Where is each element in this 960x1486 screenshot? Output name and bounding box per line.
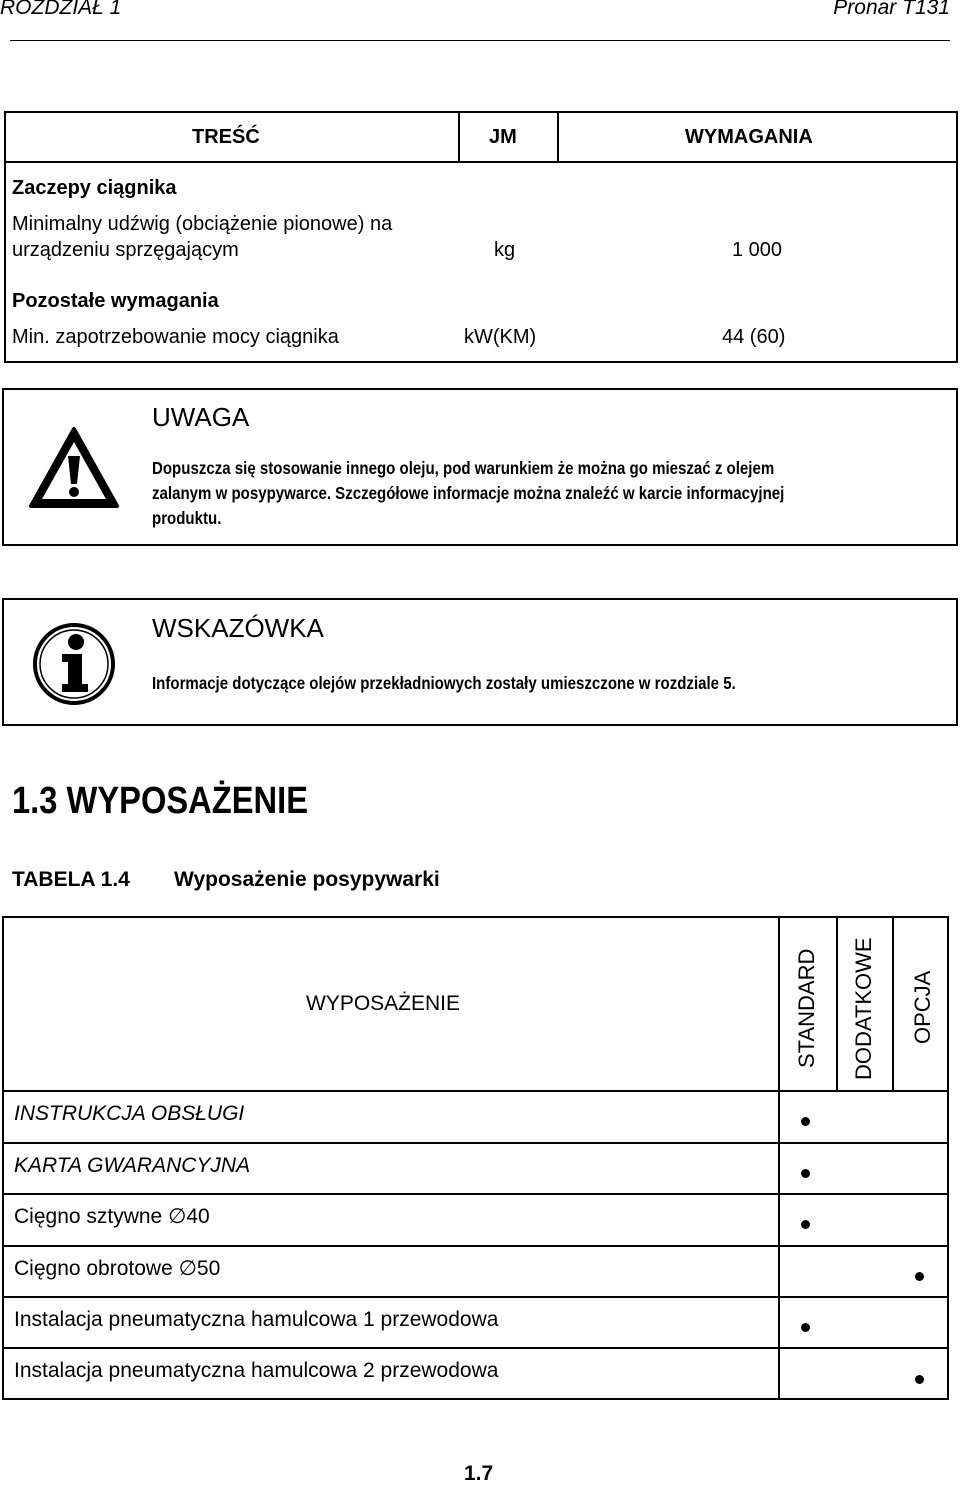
section-title: 1.3 WYPOSAŻENIE	[12, 780, 309, 822]
row-divider	[4, 1245, 947, 1247]
load-label-line1: Minimalny udźwig (obciążenie pionowe) na	[12, 213, 393, 235]
table-row-label: Instalacja pneumatyczna hamulcowa 2 przewodowa	[14, 1359, 499, 1382]
row-mark-dot	[801, 1220, 810, 1229]
warning-line: produktu.	[152, 508, 222, 528]
hitch-heading: Zaczepy ciągnika	[12, 177, 177, 199]
row-divider	[4, 1193, 947, 1195]
info-icon	[32, 622, 116, 706]
row-divider	[4, 1142, 947, 1144]
column-divider	[557, 113, 559, 161]
other-heading: Pozostałe wymagania	[12, 290, 219, 312]
chapter-label: ROZDZIAŁ 1	[0, 0, 122, 19]
column-header-content: TREŚĆ	[192, 126, 260, 148]
row-mark-dot	[915, 1375, 924, 1384]
requirements-table	[4, 111, 958, 363]
hint-title: WSKAZÓWKA	[152, 613, 324, 643]
column-header-additional: DODATKOWE	[851, 937, 876, 1080]
table-row-label: KARTA GWARANCYJNA	[14, 1154, 251, 1177]
row-divider	[4, 1090, 947, 1092]
hint-text: Informacje dotyczące olejów przekładniowych zostały umieszczone w rozdziale 5.	[152, 673, 736, 693]
column-divider	[892, 918, 894, 1090]
table-row-label: INSTRUKCJA OBSŁUGI	[14, 1102, 245, 1125]
column-header-unit: JM	[489, 126, 517, 148]
table-row-label: Cięgno sztywne ∅40	[14, 1205, 210, 1228]
column-divider	[458, 113, 460, 161]
row-mark-dot	[915, 1272, 924, 1281]
power-unit: kW(KM)	[464, 326, 537, 348]
row-mark-dot	[801, 1169, 810, 1178]
row-mark-dot	[801, 1323, 810, 1332]
column-divider	[778, 918, 780, 1398]
table-label: TABELA 1.4	[12, 868, 130, 891]
load-label-line2: urządzeniu sprzęgającym	[12, 239, 239, 261]
page-number: 1.7	[464, 1462, 494, 1485]
table-row-label: Cięgno obrotowe ∅50	[14, 1257, 221, 1280]
product-name: Pronar T131	[833, 0, 950, 19]
warning-title: UWAGA	[152, 402, 250, 432]
column-header-standard: STANDARD	[794, 948, 819, 1068]
load-value: 1 000	[732, 239, 783, 261]
power-label: Min. zapotrzebowanie mocy ciągnika	[12, 326, 339, 348]
warning-triangle-icon	[28, 426, 120, 510]
equipment-table	[2, 916, 949, 1400]
row-divider	[4, 1296, 947, 1298]
warning-text	[152, 456, 952, 531]
table-caption: Wyposażenie posypywarki	[174, 868, 440, 891]
column-header-requirements: WYMAGANIA	[685, 126, 813, 148]
warning-line: zalanym w posypywarce. Szczegółowe informacje można znaleźć w karcie informacyjnej	[152, 483, 785, 503]
warning-notice	[2, 388, 958, 546]
header-divider-line	[6, 161, 956, 163]
row-divider	[4, 1347, 947, 1349]
row-mark-dot	[801, 1117, 810, 1126]
hint-notice	[2, 598, 958, 726]
table-row-label: Instalacja pneumatyczna hamulcowa 1 przewodowa	[14, 1308, 499, 1331]
column-header-option: OPCJA	[910, 970, 935, 1044]
power-value: 44 (60)	[722, 326, 786, 348]
warning-line: Dopuszcza się stosowanie innego oleju, pod warunkiem że można go mieszać z olejem	[152, 458, 775, 478]
load-unit: kg	[494, 239, 516, 261]
header-divider	[10, 40, 950, 41]
equipment-header: WYPOSAŻENIE	[306, 992, 461, 1015]
column-divider	[836, 918, 838, 1090]
